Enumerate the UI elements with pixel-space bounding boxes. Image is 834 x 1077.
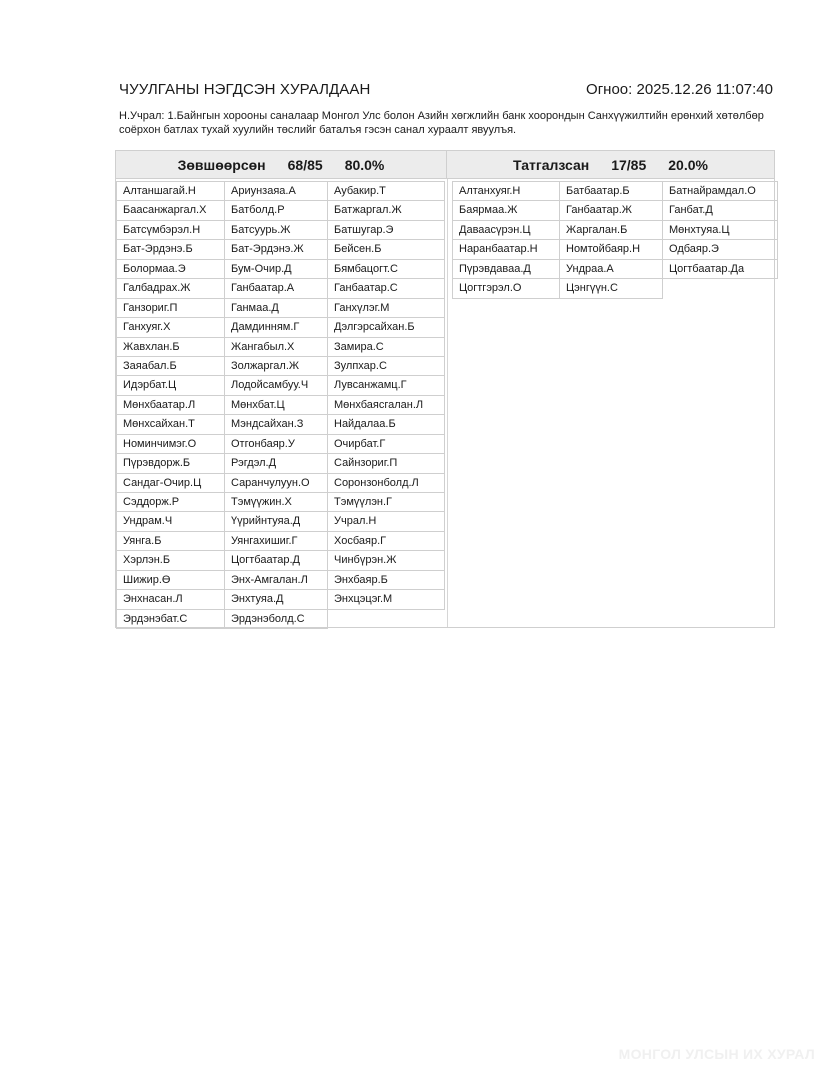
member-name-cell: Баярмаа.Ж xyxy=(453,201,560,220)
session-title: ЧУУЛГАНЫ НЭГДСЭН ХУРАЛДААН xyxy=(119,81,371,98)
member-name-cell: Чинбүрэн.Ж xyxy=(328,551,445,570)
member-name-cell: Жаргалан.Б xyxy=(560,221,663,240)
member-name-cell: Мөнхтуяа.Ц xyxy=(663,221,778,240)
member-name-cell: Үүрийнтуяа.Д xyxy=(225,512,328,531)
member-name-cell: Мөнхбаатар.Л xyxy=(117,396,225,415)
member-name-cell: Хосбаяр.Г xyxy=(328,532,445,551)
agenda-text xyxy=(119,109,779,137)
member-name-cell: Бат-Эрдэнэ.Б xyxy=(117,240,225,259)
member-name-cell: Саранчулуун.О xyxy=(225,474,328,493)
approved-percent: 80.0% xyxy=(344,156,385,173)
member-name-cell: Эрдэнэбат.С xyxy=(117,610,225,629)
member-name-cell: Ганхуяг.Х xyxy=(117,318,225,337)
session-date: Огноо: 2025.12.26 11:07:40 xyxy=(586,81,773,98)
member-name-cell: Энх-Амгалан.Л xyxy=(225,571,328,590)
approved-count: 68/85 xyxy=(287,156,323,173)
member-name-cell: Цогтбаатар.Д xyxy=(225,551,328,570)
member-name-cell: Сэддорж.Р xyxy=(117,493,225,512)
member-name-cell: Мэндсайхан.З xyxy=(225,415,328,434)
member-name-cell: Учрал.Н xyxy=(328,512,445,531)
member-name-cell: Батбаатар.Б xyxy=(560,182,663,201)
member-name-cell: Галбадрах.Ж xyxy=(117,279,225,298)
speaker-label: Н.Учрал: xyxy=(119,110,165,122)
member-name-cell: Лувсанжамц.Г xyxy=(328,376,445,395)
member-name-cell: Аубакир.Т xyxy=(328,182,445,201)
approved-label: Зөвшөөрсөн xyxy=(177,156,266,173)
member-name-cell: Бямбацогт.С xyxy=(328,260,445,279)
member-name-cell: Шижир.Ө xyxy=(117,571,225,590)
member-name-cell: Сайнзориг.П xyxy=(328,454,445,473)
member-name-cell: Очирбат.Г xyxy=(328,435,445,454)
member-name-cell: Алтанхуяг.Н xyxy=(453,182,560,201)
member-name-cell: Дэлгэрсайхан.Б xyxy=(328,318,445,337)
member-name-cell: Бат-Эрдэнэ.Ж xyxy=(225,240,328,259)
member-name-cell: Болормаа.Э xyxy=(117,260,225,279)
member-name-cell: Уянгахишиг.Г xyxy=(225,532,328,551)
page-header xyxy=(119,81,773,103)
member-name-cell: Батшугар.Э xyxy=(328,221,445,240)
parliament-watermark: МОНГОЛ УЛСЫН ИХ ХУРАЛ xyxy=(618,1046,815,1062)
member-name-cell: Номтойбаяр.Н xyxy=(560,240,663,259)
member-name-cell: Батсүмбэрэл.Н xyxy=(117,221,225,240)
member-name-cell: Жавхлан.Б xyxy=(117,338,225,357)
member-name-cell: Ганбаатар.А xyxy=(225,279,328,298)
member-name-cell: Номинчимэг.О xyxy=(117,435,225,454)
member-name-cell: Цэнгүүн.С xyxy=(560,279,663,298)
member-name-cell: Алтаншагай.Н xyxy=(117,182,225,201)
member-name-cell: Сандаг-Очир.Ц xyxy=(117,474,225,493)
member-name-cell: Ганхүлэг.М xyxy=(328,299,445,318)
rejected-count: 17/85 xyxy=(611,156,647,173)
member-name-cell: Энхцэцэг.М xyxy=(328,590,445,609)
member-name-cell: Одбаяр.Э xyxy=(663,240,778,259)
member-name-cell: Дамдинням.Г xyxy=(225,318,328,337)
member-name-cell: Тэмүүжин.Х xyxy=(225,493,328,512)
vote-results-table xyxy=(115,150,775,628)
member-name-cell: Эрдэнэболд.С xyxy=(225,610,328,629)
rejected-label: Татгалзсан xyxy=(513,156,590,173)
member-name-cell: Наранбаатар.Н xyxy=(453,240,560,259)
member-name-cell: Батнайрамдал.О xyxy=(663,182,778,201)
member-name-cell: Замира.С xyxy=(328,338,445,357)
rejected-names-grid xyxy=(452,181,778,299)
member-name-cell: Ганбаатар.С xyxy=(328,279,445,298)
member-name-cell: Энхнасан.Л xyxy=(117,590,225,609)
member-name-cell: Ундраа.А xyxy=(560,260,663,279)
agenda-description: 1.Байнгын хорооны саналаар Монгол Улс болон Азийн хөгжлийн банк хоорондын Санхүүжилтийн ерөнхий хөтөлбөр соёрхон батлах тухай хуулийн төслийг баталъя гэсэн санал хураалт явуулъя. xyxy=(119,110,764,136)
member-name-cell: Бум-Очир.Д xyxy=(225,260,328,279)
member-name-cell: Рэгдэл.Д xyxy=(225,454,328,473)
member-name-cell: Золжаргал.Ж xyxy=(225,357,328,376)
member-name-cell: Тэмүүлэн.Г xyxy=(328,493,445,512)
member-name-cell: Ганбаатар.Ж xyxy=(560,201,663,220)
member-name-cell: Заяабал.Б xyxy=(117,357,225,376)
member-name-cell: Уянга.Б xyxy=(117,532,225,551)
member-name-cell: Пүрэвдорж.Б xyxy=(117,454,225,473)
member-name-cell: Баасанжаргал.Х xyxy=(117,201,225,220)
approved-header xyxy=(116,151,447,179)
member-name-cell: Батжаргал.Ж xyxy=(328,201,445,220)
member-name-cell: Ганбат.Д xyxy=(663,201,778,220)
member-name-cell: Пүрэвдаваа.Д xyxy=(453,260,560,279)
member-name-cell: Цогтбаатар.Да xyxy=(663,260,778,279)
member-name-cell: Батсуурь.Ж xyxy=(225,221,328,240)
approved-names-grid xyxy=(116,181,445,629)
member-name-cell: Ариунзаяа.А xyxy=(225,182,328,201)
member-name-cell: Лодойсамбуу.Ч xyxy=(225,376,328,395)
member-name-cell: Бейсен.Б xyxy=(328,240,445,259)
member-name-cell: Мөнхбаясгалан.Л xyxy=(328,396,445,415)
member-name-cell: Цогтгэрэл.О xyxy=(453,279,560,298)
rejected-percent: 20.0% xyxy=(668,156,708,173)
member-name-cell: Даваасүрэн.Ц xyxy=(453,221,560,240)
member-name-cell: Энхбаяр.Б xyxy=(328,571,445,590)
member-name-cell: Ганмаа.Д xyxy=(225,299,328,318)
member-name-cell: Энхтуяа.Д xyxy=(225,590,328,609)
member-name-cell: Жангабыл.Х xyxy=(225,338,328,357)
member-name-cell: Найдалаа.Б xyxy=(328,415,445,434)
member-name-cell: Мөнхсайхан.Т xyxy=(117,415,225,434)
member-name-cell: Идэрбат.Ц xyxy=(117,376,225,395)
member-name-cell: Отгонбаяр.У xyxy=(225,435,328,454)
member-name-cell: Ганзориг.П xyxy=(117,299,225,318)
member-name-cell: Батболд.Р xyxy=(225,201,328,220)
member-name-cell: Мөнхбат.Ц xyxy=(225,396,328,415)
rejected-header xyxy=(447,151,774,179)
member-name-cell: Ундрам.Ч xyxy=(117,512,225,531)
member-name-cell: Соронзонболд.Л xyxy=(328,474,445,493)
column-divider xyxy=(447,179,448,627)
member-name-cell: Хэрлэн.Б xyxy=(117,551,225,570)
member-name-cell: Зулпхар.С xyxy=(328,357,445,376)
